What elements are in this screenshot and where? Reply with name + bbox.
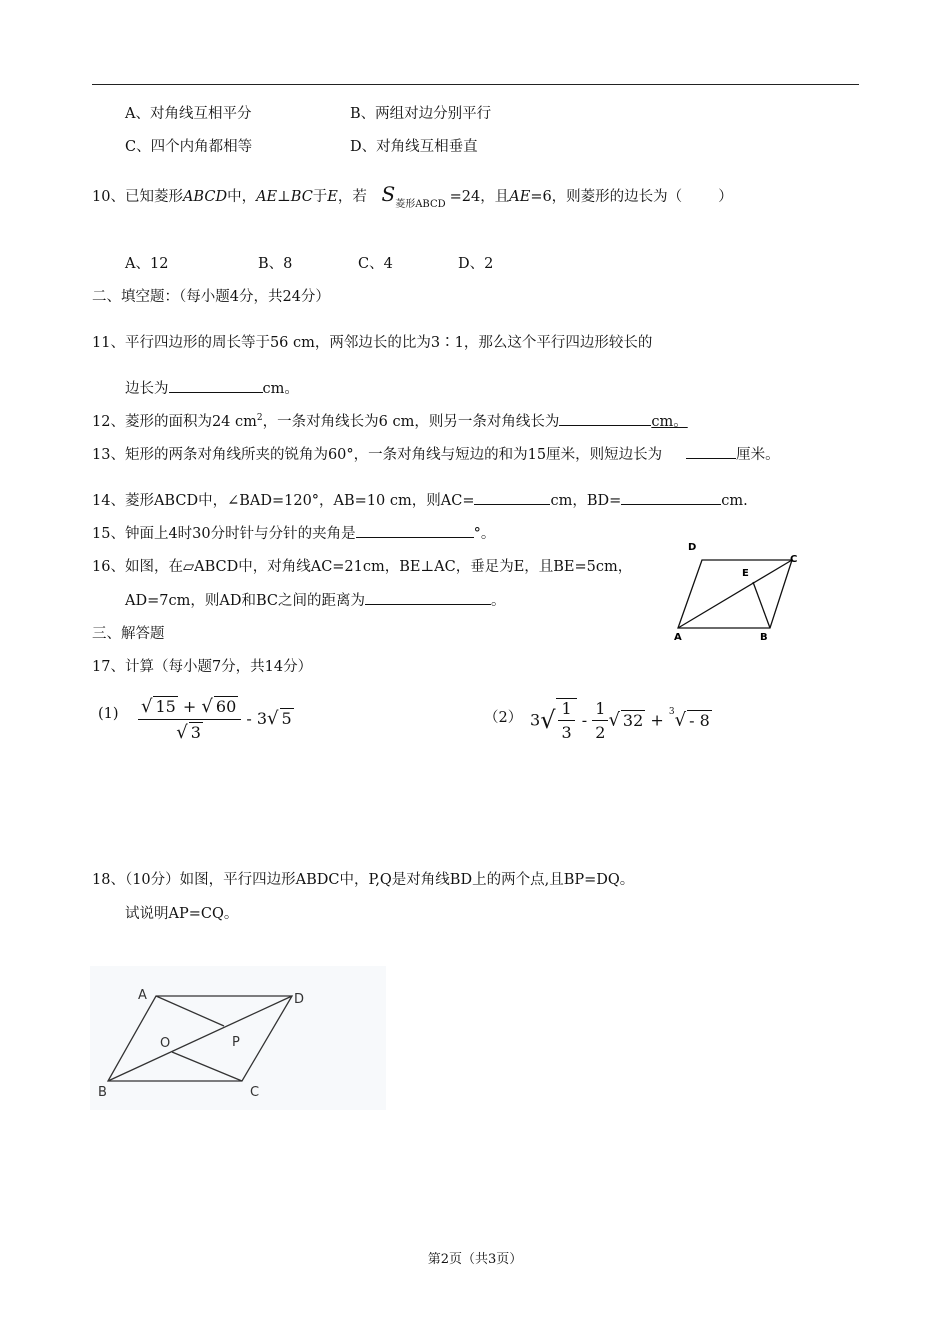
- q10-option-b: B、8: [258, 256, 293, 272]
- fig18-label-c: C: [250, 1085, 260, 1100]
- answer-blank-14-bd[interactable]: [621, 490, 721, 505]
- question-11-line2: 边长为 cm。: [125, 377, 299, 398]
- fig16-label-a: A: [674, 632, 682, 643]
- q17-part1-label: (1): [98, 706, 119, 722]
- question-18-line2: 试说明AP=CQ。: [125, 906, 239, 922]
- q17-part2-label: （2）: [484, 710, 523, 726]
- part1-fraction: $\frac{√ 15 + √ 60}{√ 3}$: [138, 696, 241, 743]
- question-16-line2: AD=7cm，则AD和BC之间的距离为 。: [125, 589, 505, 610]
- q9-option-b: B、两组对边分别平行: [350, 106, 492, 122]
- q17-part1-expression: $\frac{√ 15 + √ 60}{√ 3}$ - 3√ 5: [138, 696, 294, 743]
- question-10: 10、已知菱形ABCD中，AE⊥BC于E，若 $S_{菱形ABCD} =24$，且AE=6，则菱形的边长为（ ）: [92, 182, 733, 210]
- question-16-line1: 16、如图，在▱ABCD中，对角线AC=21cm，BE⊥AC，垂足为E，且BE=5cm，: [92, 559, 633, 575]
- area-symbol: $S_{菱形ABCD}$: [381, 182, 446, 210]
- answer-blank-15[interactable]: [356, 523, 474, 538]
- fig18-label-p: P: [232, 1035, 240, 1050]
- q9-option-d: D、对角线互相垂直: [350, 139, 478, 155]
- answer-blank-14-ac[interactable]: [474, 490, 550, 505]
- q10-option-a: A、12: [125, 256, 169, 272]
- question-11-line1: 11、平行四边形的周长等于56 cm，两邻边长的比为3∶1，那么这个平行四边形较长的: [92, 335, 653, 351]
- q9-option-a: A、对角线互相平分: [125, 106, 252, 122]
- question-12: 12、菱形的面积为24 $cm^2$，一条对角线长为6 cm，则另一条对角线长为 cm。: [92, 410, 688, 431]
- fig18-label-o: O: [160, 1036, 171, 1051]
- fig18-label-b: B: [98, 1085, 107, 1100]
- header-rule: [92, 84, 859, 85]
- question-18-line1: 18、（10分）如图，平行四边形ABDC中，P,Q是对角线BD上的两个点,且BP=DQ。: [92, 872, 635, 888]
- section-heading-solve: 三、解答题: [92, 626, 165, 642]
- question-13: 13、矩形的两条对角线所夹的锐角为60°，一条对角线与短边的和为15厘米，则短边长为 厘米。: [92, 443, 780, 464]
- page-footer: 第2页（共3页）: [427, 1252, 523, 1267]
- question-17-title: 17、计算（每小题7分，共14分）: [92, 659, 313, 675]
- answer-blank-16[interactable]: [365, 590, 491, 605]
- question-15: 15、钟面上4时30分时针与分针的夹角是 °。: [92, 522, 495, 543]
- fig16-label-d: D: [688, 542, 697, 553]
- q10-option-c: C、4: [358, 256, 393, 272]
- answer-blank-11[interactable]: [169, 378, 263, 393]
- section-heading-fill-in: 二、填空题：（每小题4分，共24分）: [92, 289, 330, 305]
- q17-part2-expression: 3√ $\frac{1}{3}$ - $\frac{1}{2}$ √ 32 + $^3$√ - 8: [530, 698, 710, 742]
- q9-option-c: C、四个内角都相等: [125, 139, 253, 155]
- fig16-label-b: B: [760, 632, 768, 643]
- parallelogram-figure-16: [668, 536, 808, 644]
- answer-blank-13[interactable]: [686, 444, 736, 459]
- fig18-label-d: D: [294, 992, 305, 1007]
- question-14: 14、菱形ABCD中，∠BAD=120°，AB=10 cm，则AC= cm，BD= cm.: [92, 489, 748, 510]
- fig18-label-a: A: [138, 988, 147, 1003]
- fig16-label-c: C: [790, 554, 798, 565]
- fig16-label-e: E: [742, 568, 749, 579]
- q10-option-d: D、2: [458, 256, 494, 272]
- answer-blank-12[interactable]: [559, 411, 651, 426]
- parallelogram-figure-18: [90, 966, 386, 1110]
